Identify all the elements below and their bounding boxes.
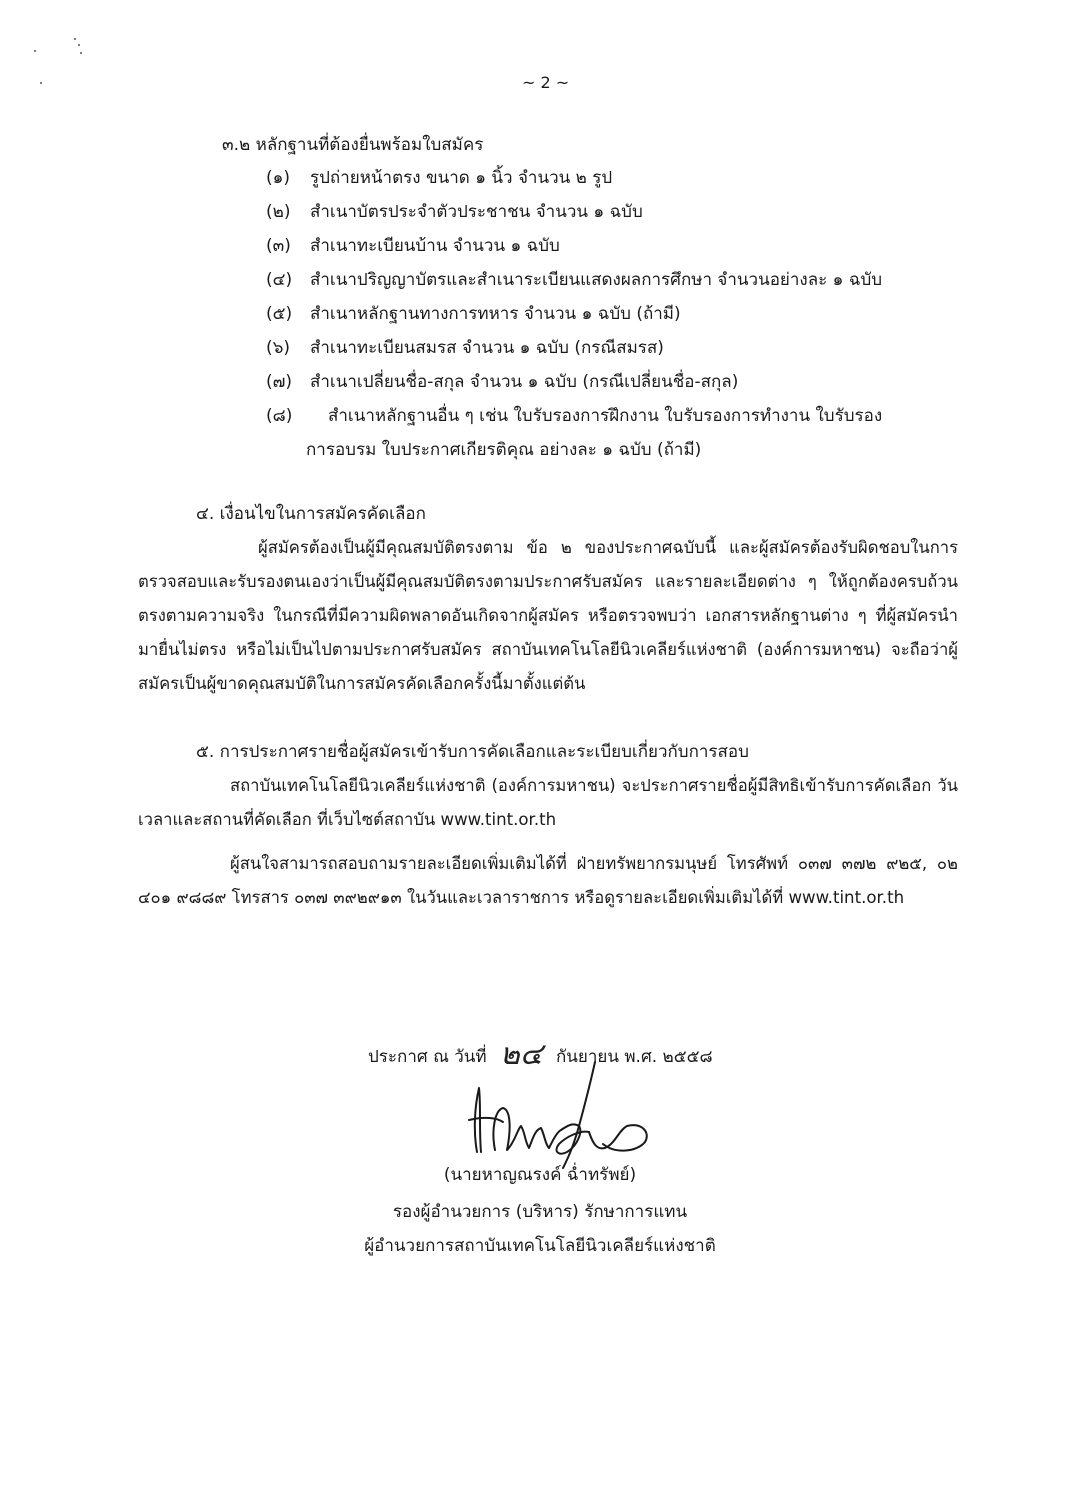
list-item bbox=[266, 195, 643, 229]
list-item-number: (๗) bbox=[266, 372, 293, 392]
list-item-text: สำเนาปริญญาบัตรและสำเนาระเบียนแสดงผลการศึกษา จำนวนอย่างละ ๑ ฉบับ bbox=[310, 270, 883, 290]
list-item bbox=[266, 263, 882, 297]
list-item-text: สำเนาเปลี่ยนชื่อ-สกุล จำนวน ๑ ฉบับ (กรณีเปลี่ยนชื่อ-สกุล) bbox=[310, 372, 739, 392]
contact-paragraph bbox=[138, 847, 958, 915]
contact-text: ผู้สนใจสามารถสอบถามรายละเอียดเพิ่มเติมได้ที่ ฝ่ายทรัพยากรมนุษย์ โทรศัพท์ ๐๓๗ ๓๗๒ ๙๒๕, ๐๒ ๔๐๑ ๙๘๘๙ โทรสาร ๐๓๗ ๓๙๒๙๑๓ ในวันและเวลาราชการ หรือดูรายละเอียดเพิ่มเติมได้ที่ www.tint.or.th bbox=[138, 854, 958, 907]
signatory-position-1: รองผู้อำนวยการ (บริหาร) รักษาการแทน bbox=[392, 1202, 688, 1222]
section-4-text: ผู้สมัครต้องเป็นผู้มีคุณสมบัติตรงตาม ข้อ ๒ ของประกาศฉบับนี้ และผู้สมัครต้องรับผิดชอบในการตรวจสอบและรับรองตนเองว่าเป็นผู้มีคุณสมบัติตรงตามประกาศรับสมัคร และรายละเอียดต่าง ๆ ให้ถูกต้องครบถ้วนตรงตามความจริง ในกรณีที่มีความผิดพลาดอันเกิดจากผู้สมัคร หรือตรวจพบว่า เอกสารหลักฐานต่าง ๆ ที่ผู้สมัครนำมายื่นไม่ตรง หรือไม่เป็นไปตามประกาศรับสมัคร สถาบันเทคโนโลยีนิวเคลียร์แห่งชาติ (องค์การมหาชน) จะถือว่าผู้สมัครเป็นผู้ขาดคุณสมบัติในการสมัครคัดเลือกครั้งนี้มาตั้งแต่ต้น bbox=[138, 538, 958, 693]
list-item-number: (๔) bbox=[266, 270, 293, 290]
section-5-heading: ๕. การประกาศรายชื่อผู้สมัครเข้ารับการคัดเลือกและระเบียบเกี่ยวกับการสอบ bbox=[196, 742, 749, 762]
list-item-number: (๑) bbox=[266, 168, 291, 188]
section-3-2-heading: ๓.๒ หลักฐานที่ต้องยื่นพร้อมใบสมัคร bbox=[222, 135, 484, 155]
signatory-name: (นายหาญณรงค์ ฉ่ำทรัพย์) bbox=[443, 1165, 637, 1185]
date-suffix: กันยายน พ.ศ. ๒๕๕๘ bbox=[555, 1047, 713, 1067]
list-item-text: รูปถ่ายหน้าตรง ขนาด ๑ นิ้ว จำนวน ๒ รูป bbox=[310, 168, 613, 188]
list-item bbox=[266, 331, 664, 365]
scan-specks bbox=[30, 30, 90, 90]
signatory-position-2: ผู้อำนวยการสถาบันเทคโนโลยีนิวเคลียร์แห่งชาติ bbox=[364, 1236, 716, 1256]
list-item-number: (๖) bbox=[266, 338, 291, 358]
list-item-text: สำเนาหลักฐานอื่น ๆ เช่น ใบรับรองการฝึกงาน ใบรับรองการทำงาน ใบรับรอง bbox=[328, 406, 883, 426]
list-item-text: สำเนาทะเบียนบ้าน จำนวน ๑ ฉบับ bbox=[310, 236, 560, 256]
section-5-body bbox=[138, 769, 958, 837]
section-4-heading: ๔. เงื่อนไขในการสมัครคัดเลือก bbox=[196, 504, 426, 524]
handwritten-signature bbox=[455, 1060, 655, 1170]
section-5-text: สถาบันเทคโนโลยีนิวเคลียร์แห่งชาติ (องค์การมหาชน) จะประกาศรายชื่อผู้มีสิทธิเข้ารับการคัดเลือก วัน เวลาและสถานที่คัดเลือก ที่เว็บไซต์สถาบัน www.tint.or.th bbox=[138, 776, 958, 829]
list-item-text: สำเนาหลักฐานทางการทหาร จำนวน ๑ ฉบับ (ถ้ามี) bbox=[310, 304, 681, 324]
list-item-continuation: การอบรม ใบประกาศเกียรติคุณ อย่างละ ๑ ฉบับ (ถ้ามี) bbox=[306, 440, 702, 460]
handwritten-day: ๒๔ bbox=[500, 1037, 543, 1072]
page-number: ~ 2 ~ bbox=[522, 73, 570, 92]
list-item-number: (๓) bbox=[266, 236, 291, 256]
list-item-number: (๒) bbox=[266, 202, 291, 222]
list-item bbox=[266, 161, 612, 195]
list-item bbox=[266, 229, 560, 263]
list-item bbox=[266, 399, 882, 433]
list-item-text: สำเนาบัตรประจำตัวประชาชน จำนวน ๑ ฉบับ bbox=[310, 202, 643, 222]
list-item-text: สำเนาทะเบียนสมรส จำนวน ๑ ฉบับ (กรณีสมรส) bbox=[310, 338, 664, 358]
list-item-number: (๘) bbox=[266, 406, 293, 426]
date-prefix: ประกาศ ณ วันที่ bbox=[368, 1047, 487, 1067]
list-item-number: (๕) bbox=[266, 304, 293, 324]
section-4-body bbox=[138, 531, 958, 701]
list-item bbox=[266, 365, 738, 399]
list-item bbox=[266, 297, 681, 331]
